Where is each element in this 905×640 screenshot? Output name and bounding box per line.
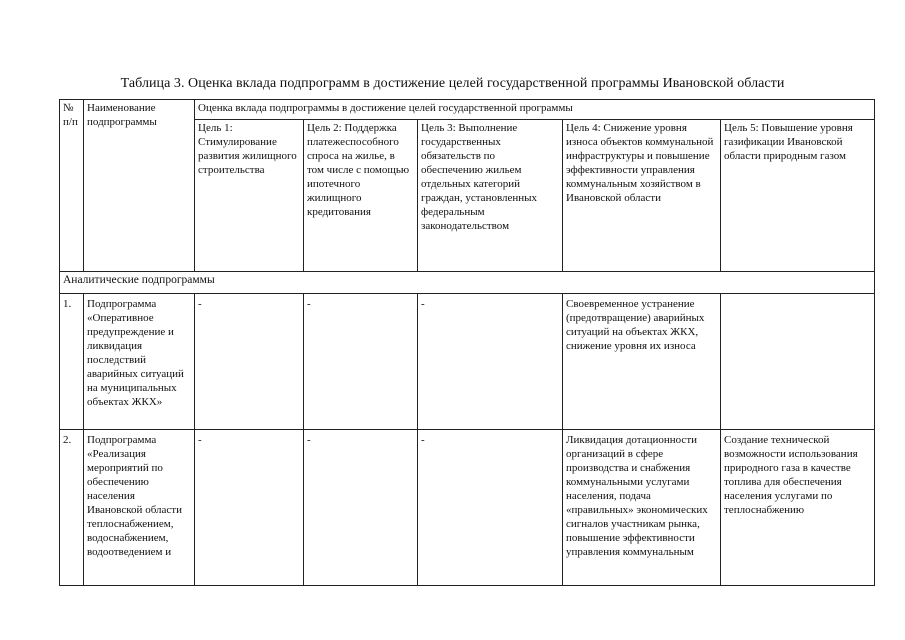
row-goal-5: Создание технической возможности использования природного газа в качестве топлива для обеспечения населения услугами по теплоснабжению	[721, 430, 875, 586]
section-row	[60, 272, 875, 294]
row-goal-3: -	[418, 430, 563, 586]
table-row	[60, 294, 875, 430]
header-row-group	[60, 100, 875, 120]
header-goal-2: Цель 2: Поддержка платежеспособного спроса на жилье, в том числе с помощью ипотечного жилищного кредитования	[304, 120, 418, 272]
header-num: № п/п	[60, 100, 84, 272]
row-goal-4: Ликвидация дотационности организаций в сфере производства и снабжения коммунальными услугами населения, подача «правильных» экономических сигналов участникам рынка, повышение эффективности управления коммунальным	[563, 430, 721, 586]
row-num: 2.	[60, 430, 84, 586]
row-num: 1.	[60, 294, 84, 430]
header-group: Оценка вклада подпрограммы в достижение целей государственной программы	[195, 100, 875, 120]
row-goal-2: -	[304, 430, 418, 586]
header-goal-1: Цель 1: Стимулирование развития жилищного строительства	[195, 120, 304, 272]
header-goal-4: Цель 4: Снижение уровня износа объектов коммунальной инфраструктуры и повышение эффективности управления коммунальным хозяйством в Ивановской области	[563, 120, 721, 272]
table-caption: Таблица 3. Оценка вклада подпрограмм в достижение целей государственной программы Ивановской области	[120, 76, 785, 91]
table-row	[60, 430, 875, 586]
row-goal-1: -	[195, 430, 304, 586]
header-goal-3: Цель 3: Выполнение государственных обязательств по обеспечению жильем отдельных категорий граждан, установленных федеральным законодательством	[418, 120, 563, 272]
header-name: Наименование подпрограммы	[84, 100, 195, 272]
row-goal-1: -	[195, 294, 304, 430]
row-name: Подпрограмма «Оперативное предупреждение и ликвидация последствий аварийных ситуаций на муниципальных объектах ЖКХ»	[84, 294, 195, 430]
header-goal-5: Цель 5: Повышение уровня газификации Ивановской области природным газом	[721, 120, 875, 272]
row-goal-2: -	[304, 294, 418, 430]
subprogram-table	[59, 99, 875, 586]
row-goal-3: -	[418, 294, 563, 430]
row-goal-5	[721, 294, 875, 430]
row-name: Подпрограмма «Реализация мероприятий по обеспечению населения Ивановской области теплоснабжением, водоснабжением, водоотведением и	[84, 430, 195, 586]
section-label: Аналитические подпрограммы	[60, 272, 875, 294]
row-goal-4: Своевременное устранение (предотвращение) аварийных ситуаций на объектах ЖКХ, снижение уровня их износа	[563, 294, 721, 430]
